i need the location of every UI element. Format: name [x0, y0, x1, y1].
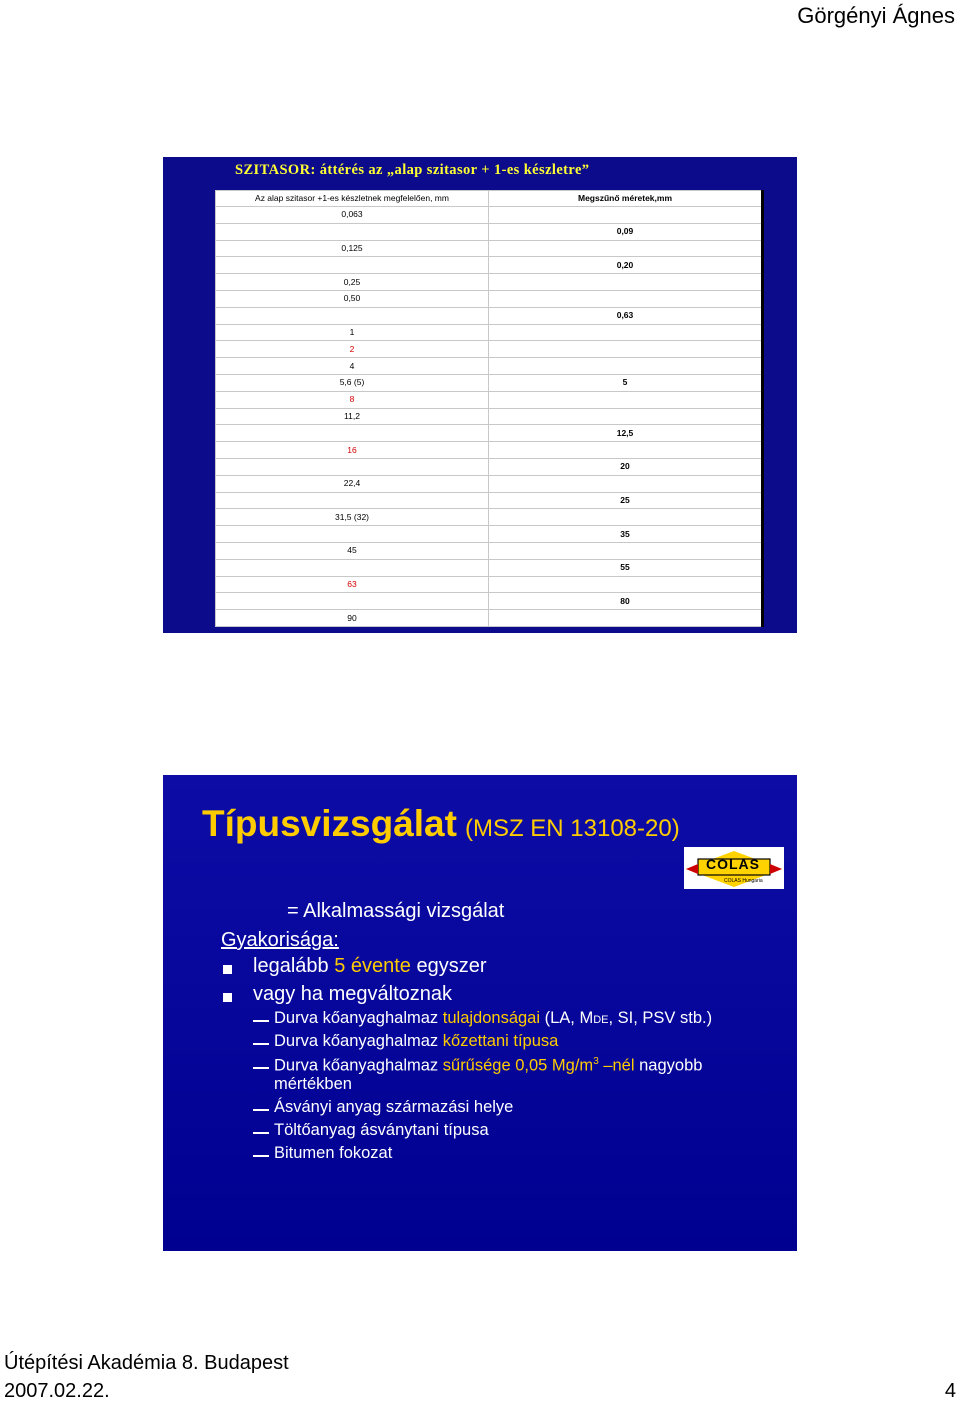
sieve-size-cell: 2 [216, 341, 489, 358]
page-number: 4 [944, 1380, 956, 1402]
table-row [216, 593, 763, 610]
sub-item-4: Ásványi anyag származási helye [274, 1098, 514, 1116]
bullet1-pre: legalább [253, 955, 335, 977]
discontinued-size-cell: 80 [489, 593, 763, 610]
discontinued-size-cell [489, 324, 763, 341]
bullet-square-icon [223, 965, 232, 974]
sub2-highlight: kőzettani típusa [442, 1032, 559, 1050]
table-row [216, 408, 763, 425]
discontinued-size-cell [489, 509, 763, 526]
sieve-size-cell: 8 [216, 391, 489, 408]
discontinued-size-cell [489, 442, 763, 459]
sub3-post: nagyobb [634, 1056, 703, 1075]
sub1-post2: , SI, PSV stb.) [608, 1009, 713, 1027]
logo-subtext: COLAS Hungaria [724, 878, 763, 884]
sub1-small: DE [593, 1014, 609, 1026]
sieve-size-cell [216, 257, 489, 274]
sieve-size-cell: 5,6 (5) [216, 374, 489, 391]
table-row [216, 307, 763, 324]
discontinued-size-cell [489, 358, 763, 375]
sub-item-3 [274, 1056, 702, 1076]
sub3-highlight: sűrűsége 0,05 Mg/m [442, 1056, 594, 1075]
sieve-size-cell: 45 [216, 542, 489, 559]
table-row [216, 425, 763, 442]
discontinued-size-cell [489, 542, 763, 559]
dash-icon [253, 1132, 269, 1134]
table-row [216, 559, 763, 576]
discontinued-size-cell [489, 576, 763, 593]
table-row [216, 458, 763, 475]
sieve-size-cell: 4 [216, 358, 489, 375]
sieve-table [215, 190, 764, 627]
sieve-size-cell [216, 559, 489, 576]
discontinued-size-cell [489, 274, 763, 291]
sieve-size-cell [216, 425, 489, 442]
sieve-size-cell: 0,063 [216, 207, 489, 224]
table-row [216, 274, 763, 291]
dash-icon [253, 1109, 269, 1111]
sieve-size-cell: 22,4 [216, 475, 489, 492]
discontinued-size-cell: 55 [489, 559, 763, 576]
sub3-sup: 3 [593, 1056, 599, 1067]
sieve-size-cell [216, 526, 489, 543]
title-standard: (MSZ EN 13108-20) [464, 815, 680, 842]
slide-type-test [163, 775, 797, 1251]
sub1-pre: Durva kőanyaghalmaz [274, 1009, 443, 1027]
table-row [216, 358, 763, 375]
discontinued-size-cell [489, 475, 763, 492]
colas-logo [684, 847, 784, 889]
footer-event: Útépítési Akadémia 8. Budapest [4, 1352, 289, 1374]
bullet1-post: egyszer [410, 955, 487, 977]
sieve-size-cell: 11,2 [216, 408, 489, 425]
table-row [216, 542, 763, 559]
sieve-size-cell: 16 [216, 442, 489, 459]
slide-sieve-series [163, 157, 797, 633]
slide2-title [202, 803, 680, 845]
bullet-item-2: vagy ha megváltoznak [253, 983, 453, 1005]
dash-icon [253, 1043, 269, 1045]
table-row [216, 509, 763, 526]
dash-icon [253, 1020, 269, 1022]
sieve-size-cell: 90 [216, 610, 489, 627]
table-row [216, 257, 763, 274]
discontinued-size-cell: 12,5 [489, 425, 763, 442]
sieve-size-cell: 1 [216, 324, 489, 341]
sieve-size-cell [216, 458, 489, 475]
dash-icon [253, 1155, 269, 1157]
bullet1-highlight: 5 évente [334, 955, 411, 977]
col2-header: Megszűnő méretek,mm [489, 191, 763, 207]
logo-text: COLAS [706, 856, 760, 872]
sieve-size-cell [216, 492, 489, 509]
dash-icon [253, 1067, 269, 1069]
discontinued-size-cell: 0,63 [489, 307, 763, 324]
slide1-title: SZITASOR: áttérés az „alap szitasor + 1-es készletre” [235, 162, 590, 178]
table-row [216, 391, 763, 408]
sub3-highlight2: –nél [598, 1056, 635, 1075]
discontinued-size-cell [489, 391, 763, 408]
discontinued-size-cell [489, 207, 763, 224]
discontinued-size-cell [489, 240, 763, 257]
sub3-pre: Durva kőanyaghalmaz [274, 1056, 443, 1075]
discontinued-size-cell: 0,20 [489, 257, 763, 274]
sieve-size-cell: 0,125 [216, 240, 489, 257]
sub-item-5: Töltőanyag ásványtani típusa [274, 1121, 489, 1139]
sieve-size-cell [216, 307, 489, 324]
bullet-item-1 [253, 955, 487, 978]
table-row [216, 207, 763, 224]
discontinued-size-cell [489, 408, 763, 425]
discontinued-size-cell: 0,09 [489, 223, 763, 240]
equals-line: = Alkalmassági vizsgálat [287, 900, 505, 922]
sub-item-1 [274, 1009, 712, 1028]
discontinued-size-cell [489, 610, 763, 627]
col1-header: Az alap szitasor +1-es készletnek megfelelően, mm [216, 191, 489, 207]
sub1-post: (LA, M [540, 1009, 594, 1027]
frequency-label: Gyakorisága: [221, 929, 339, 951]
sub-item-2 [274, 1032, 558, 1051]
discontinued-size-cell: 5 [489, 374, 763, 391]
sieve-size-cell: 31,5 (32) [216, 509, 489, 526]
table-row [216, 442, 763, 459]
discontinued-size-cell [489, 290, 763, 307]
discontinued-size-cell: 20 [489, 458, 763, 475]
sieve-size-cell [216, 223, 489, 240]
table-row [216, 223, 763, 240]
sub-item-6: Bitumen fokozat [274, 1144, 393, 1162]
table-row [216, 341, 763, 358]
table-row [216, 475, 763, 492]
table-row [216, 576, 763, 593]
bullet-square-icon [223, 993, 232, 1002]
sieve-size-cell: 63 [216, 576, 489, 593]
table-row [216, 324, 763, 341]
discontinued-size-cell [489, 341, 763, 358]
discontinued-size-cell: 25 [489, 492, 763, 509]
sieve-size-cell [216, 593, 489, 610]
sieve-size-cell: 0,50 [216, 290, 489, 307]
sub-item-3-line2: mértékben [274, 1075, 352, 1093]
table-row [216, 526, 763, 543]
discontinued-size-cell: 35 [489, 526, 763, 543]
table-row [216, 240, 763, 257]
sieve-size-cell: 0,25 [216, 274, 489, 291]
table-row [216, 290, 763, 307]
table-row [216, 374, 763, 391]
table-header-row [216, 191, 763, 207]
title-main: Típusvizsgálat [202, 803, 457, 844]
sub2-pre: Durva kőanyaghalmaz [274, 1032, 443, 1050]
sub1-highlight: tulajdonságai [442, 1009, 541, 1027]
footer-date: 2007.02.22. [4, 1380, 110, 1402]
table-row [216, 492, 763, 509]
table-row [216, 610, 763, 627]
author-name: Görgényi Ágnes [797, 3, 955, 28]
